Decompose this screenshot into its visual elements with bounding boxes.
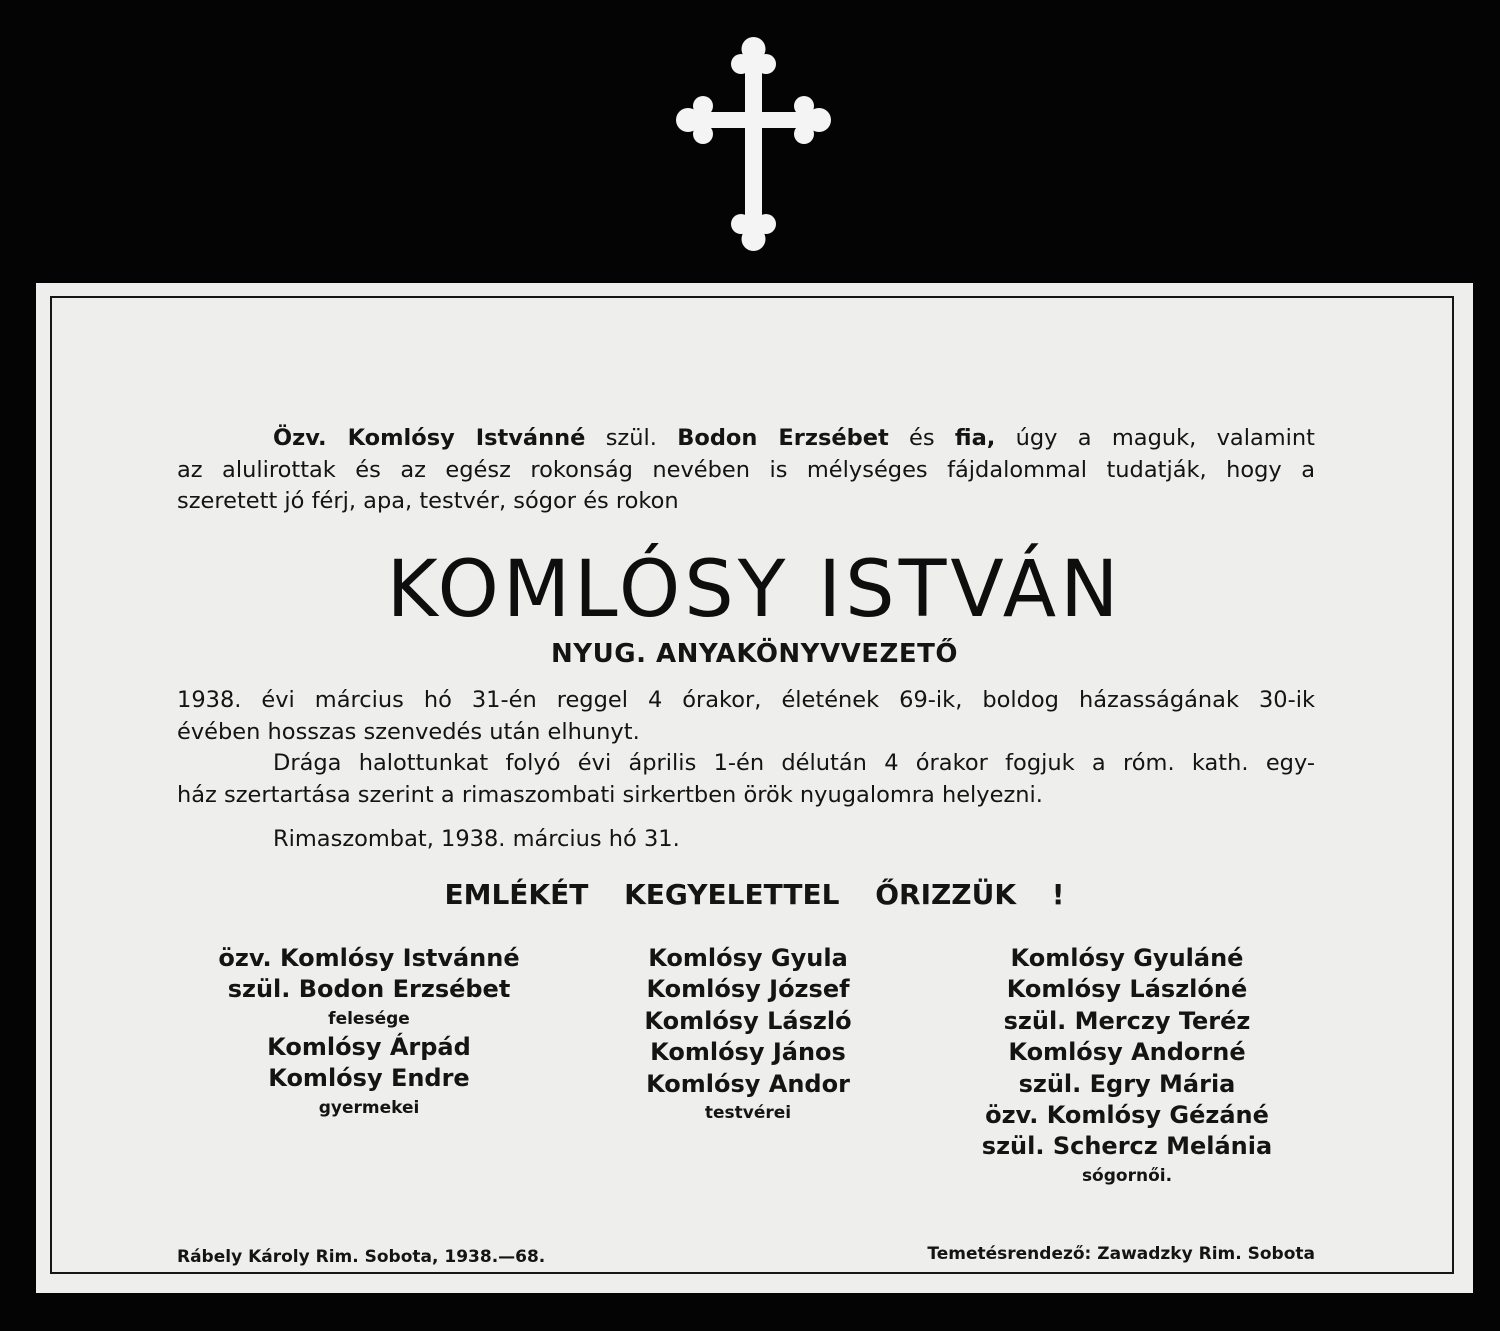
mourner-name: Komlósy József — [646, 975, 850, 1004]
mourner-name: Komlósy Árpád — [267, 1032, 471, 1061]
mourner-name: szül. Schercz Melánia — [981, 1132, 1273, 1161]
mourner-name: szül. Bodon Erzsébet — [227, 975, 511, 1004]
mourner-name: szül. Egry Mária — [1018, 1069, 1236, 1098]
details-line: Drága halottunkat folyó évi április 1-én délután 4 órakor fogjuk a róm. kath. egy- — [273, 750, 1315, 777]
intro-line — [177, 423, 1315, 455]
intro-text: és — [888, 425, 955, 451]
intro-line — [177, 455, 1315, 487]
motto: EMLÉKÉT KEGYELETTEL ŐRIZZÜK ! — [444, 878, 1065, 911]
intro-text: szül. — [585, 425, 678, 451]
intro-text: Bodon Erzsébet — [677, 425, 889, 451]
place-date: Rimaszombat, 1938. március hó 31. — [273, 826, 680, 852]
mourner-name: szül. Merczy Teréz — [1003, 1006, 1251, 1035]
mourners-column-1 — [149, 943, 589, 1121]
mourners-column-2 — [528, 943, 968, 1126]
obituary-card — [36, 283, 1473, 1293]
undertaker-credit: Temetésrendező: Zawadzky Rim. Sobota — [927, 1244, 1315, 1264]
deceased-title: NYUG. ANYAKÖNYVVEZETŐ — [551, 639, 958, 669]
intro-text: Özv. Komlósy Istvánné — [273, 425, 586, 451]
mourner-name: Komlósy Gyula — [648, 944, 848, 972]
mourner-name: özv. Komlósy Istvánné — [218, 944, 520, 972]
printer-credit: Rábely Károly Rim. Sobota, 1938.—68. — [177, 1247, 546, 1267]
mourner-relation: sógornői. — [1081, 1165, 1173, 1186]
details-line: ház szertartása szerint a rimaszombati sirkertben örök nyugalomra helyezni. — [177, 781, 1043, 808]
mourners-column-3 — [907, 943, 1347, 1189]
mourner-relation: gyermekei — [318, 1097, 420, 1118]
mourner-name: Komlósy Lászlóné — [1006, 975, 1248, 1004]
intro-text: az alulirottak és az egész rokonság nevében is mélységes fájdalommal tudatják, hogy a — [177, 456, 1315, 483]
details-line: évében hosszas szenvedés után elhunyt. — [177, 718, 640, 745]
intro-text: fia, — [954, 425, 996, 451]
mourner-name: Komlósy János — [650, 1038, 846, 1067]
mourner-relation: felesége — [328, 1008, 410, 1029]
mourner-name: özv. Komlósy Gézáné — [985, 1101, 1269, 1130]
deceased-name: KOMLÓSY ISTVÁN — [386, 545, 1123, 635]
mourner-name: Komlósy László — [644, 1006, 852, 1035]
intro-text: szeretett jó férj, apa, testvér, sógor és rokon — [177, 488, 679, 515]
mourner-relation: testvérei — [704, 1103, 792, 1124]
details-line: 1938. évi március hó 31-én reggel 4 órakor, életének 69-ik, boldog házasságának 30-ik — [177, 687, 1315, 713]
cross-icon — [676, 36, 831, 252]
mourner-name: Komlósy Endre — [268, 1064, 470, 1093]
intro-text: úgy a maguk, valamint — [995, 425, 1316, 451]
mourner-name: Komlósy Andor — [646, 1069, 850, 1098]
details-paragraph — [177, 685, 1315, 811]
intro-paragraph — [177, 423, 1315, 518]
mourner-name: Komlósy Gyuláné — [1010, 944, 1244, 972]
intro-line — [177, 486, 1315, 518]
mourner-name: Komlósy Andorné — [1008, 1038, 1246, 1067]
